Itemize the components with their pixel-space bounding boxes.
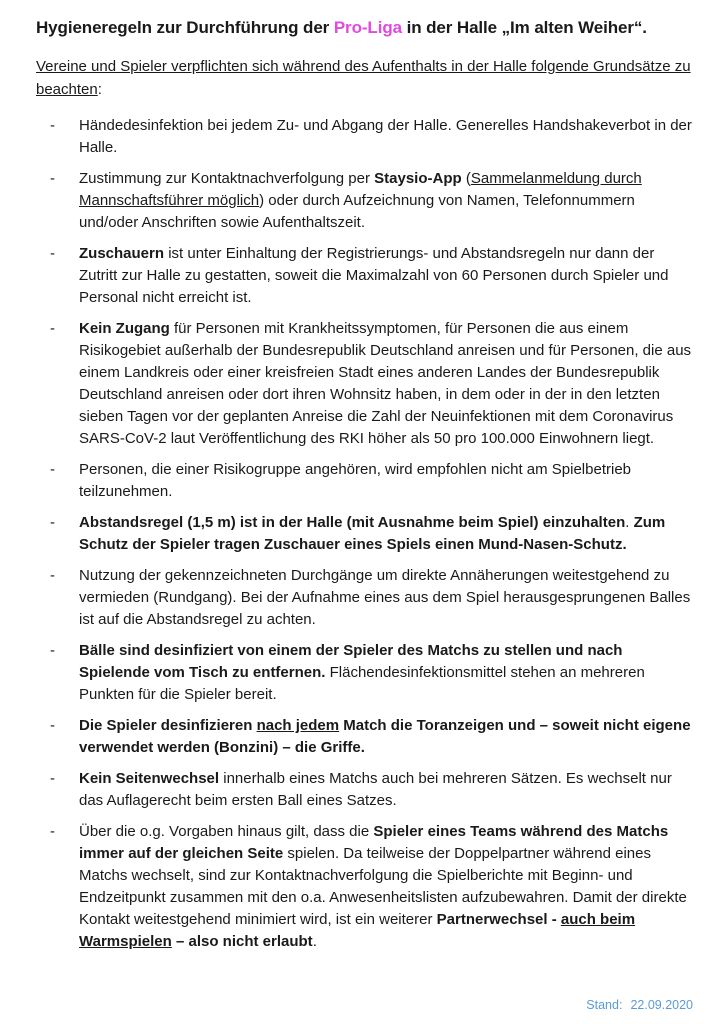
title-highlight: Pro-Liga	[333, 18, 402, 37]
document-footer	[586, 998, 693, 1012]
bullet-marker: -	[50, 770, 55, 787]
bullet-marker: -	[50, 320, 55, 337]
title-prefix: Hygieneregeln zur Durchführung der	[36, 18, 334, 37]
bullet-marker: -	[50, 245, 55, 262]
bullet-marker: -	[50, 170, 55, 187]
rule-text: Über die o.g. Vorgaben hinaus gilt, dass die Spieler eines Teams während des Matchs immer auf der gleichen Seite spielen. Da teilweise der Doppelpartner während eines Matchs wechselt, sind zur Kontaktnachverfolgung die Spielberichte mit Beginn- und Endzeitpunkt zusammen mit den o.a. Anwesenheitslisten aufzubewahren. Damit der direkte Kontakt weitestgehend minimiert wird, ist ein weiterer Partnerwechsel - auch beim Warmspielen – also nicht erlaubt.	[79, 823, 687, 950]
list-item	[50, 715, 693, 759]
page-title	[36, 16, 693, 40]
rule-text: Personen, die einer Risikogruppe angehören, wird empfohlen nicht am Spielbetrieb teilzunehmen.	[79, 461, 631, 500]
intro-text: Vereine und Spieler verpflichten sich während des Aufenthalts in der Halle folgende Grundsätze zu beachten	[36, 58, 691, 98]
list-item	[50, 821, 693, 953]
rules-list	[36, 115, 693, 953]
bullet-marker: -	[50, 514, 55, 531]
list-item	[50, 318, 693, 450]
rule-text: Kein Zugang für Personen mit Krankheitssymptomen, für Personen die aus einem Risikogebiet außerhalb der Bundesrepublik Deutschland anreisen und für Personen, die aus einem Landkreis oder einer kreisfreien Stadt eines anderen Landes der Bundesrepublik Deutschland anreisen oder dort ihren Wohnsitz haben, in dem oder in der in den letzten sieben Tagen vor der geplanten Anreise die Zahl der Neuinfektionen mit dem Coronavirus SARS-CoV-2 laut Veröffentlichung des RKI höher als 50 pro 100.000 Einwohnern liegt.	[79, 320, 692, 447]
list-item	[50, 512, 693, 556]
bullet-marker: -	[50, 823, 55, 840]
bullet-marker: -	[50, 117, 55, 134]
rule-text: Kein Seitenwechsel innerhalb eines Matchs auch bei mehreren Sätzen. Es wechselt nur das Auflagerecht beim ersten Ball eines Satzes.	[79, 770, 672, 809]
list-item	[50, 565, 693, 631]
list-item	[50, 115, 693, 159]
bullet-marker: -	[50, 642, 55, 659]
rule-text: Zustimmung zur Kontaktnachverfolgung per Staysio-App (Sammelanmeldung durch Mannschaftsführer möglich) oder durch Aufzeichnung von Namen, Telefonnummern und/oder Anschriften sowie Aufenthaltszeit.	[79, 170, 642, 231]
footer-label: Stand:	[586, 998, 623, 1012]
rule-text: Die Spieler desinfizieren nach jedem Match die Toranzeigen und – soweit nicht eigene verwendet werden (Bonzini) – die Griffe.	[79, 717, 691, 756]
list-item	[50, 243, 693, 309]
list-item	[50, 459, 693, 503]
title-suffix: in der Halle „Im alten Weiher“.	[401, 18, 647, 37]
rule-text: Bälle sind desinfiziert von einem der Spieler des Matchs zu stellen und nach Spielende vom Tisch zu entfernen. Flächendesinfektionsmittel stehen an mehreren Punkten für die Spieler bereit.	[79, 642, 645, 703]
rule-text: Zuschauern ist unter Einhaltung der Registrierungs- und Abstandsregeln nur dann der Zutritt zur Halle zu gestatten, soweit die Maximalzahl von 60 Personen durch Spieler und Personal nicht erreicht ist.	[79, 245, 669, 306]
bullet-marker: -	[50, 567, 55, 584]
rule-text: Händedesinfektion bei jedem Zu- und Abgang der Halle. Generelles Handshakeverbot in der Halle.	[79, 117, 692, 156]
bullet-marker: -	[50, 461, 55, 478]
list-item	[50, 640, 693, 706]
intro-paragraph	[36, 55, 693, 101]
list-item	[50, 168, 693, 234]
rule-text: Nutzung der gekennzeichneten Durchgänge um direkte Annäherungen weitestgehend zu vermieden (Rundgang). Bei der Aufnahme eines aus dem Spiel herausgesprungenen Balles ist auf die Abstandsregel zu achten.	[79, 567, 691, 628]
intro-colon: :	[97, 81, 102, 98]
rule-text: Abstandsregel (1,5 m) ist in der Halle (mit Ausnahme beim Spiel) einzuhalten. Zum Schutz der Spieler tragen Zuschauer eines Spiels einen Mund-Nasen-Schutz.	[79, 514, 666, 553]
bullet-marker: -	[50, 717, 55, 734]
list-item	[50, 768, 693, 812]
footer-date: 22.09.2020	[630, 998, 693, 1012]
